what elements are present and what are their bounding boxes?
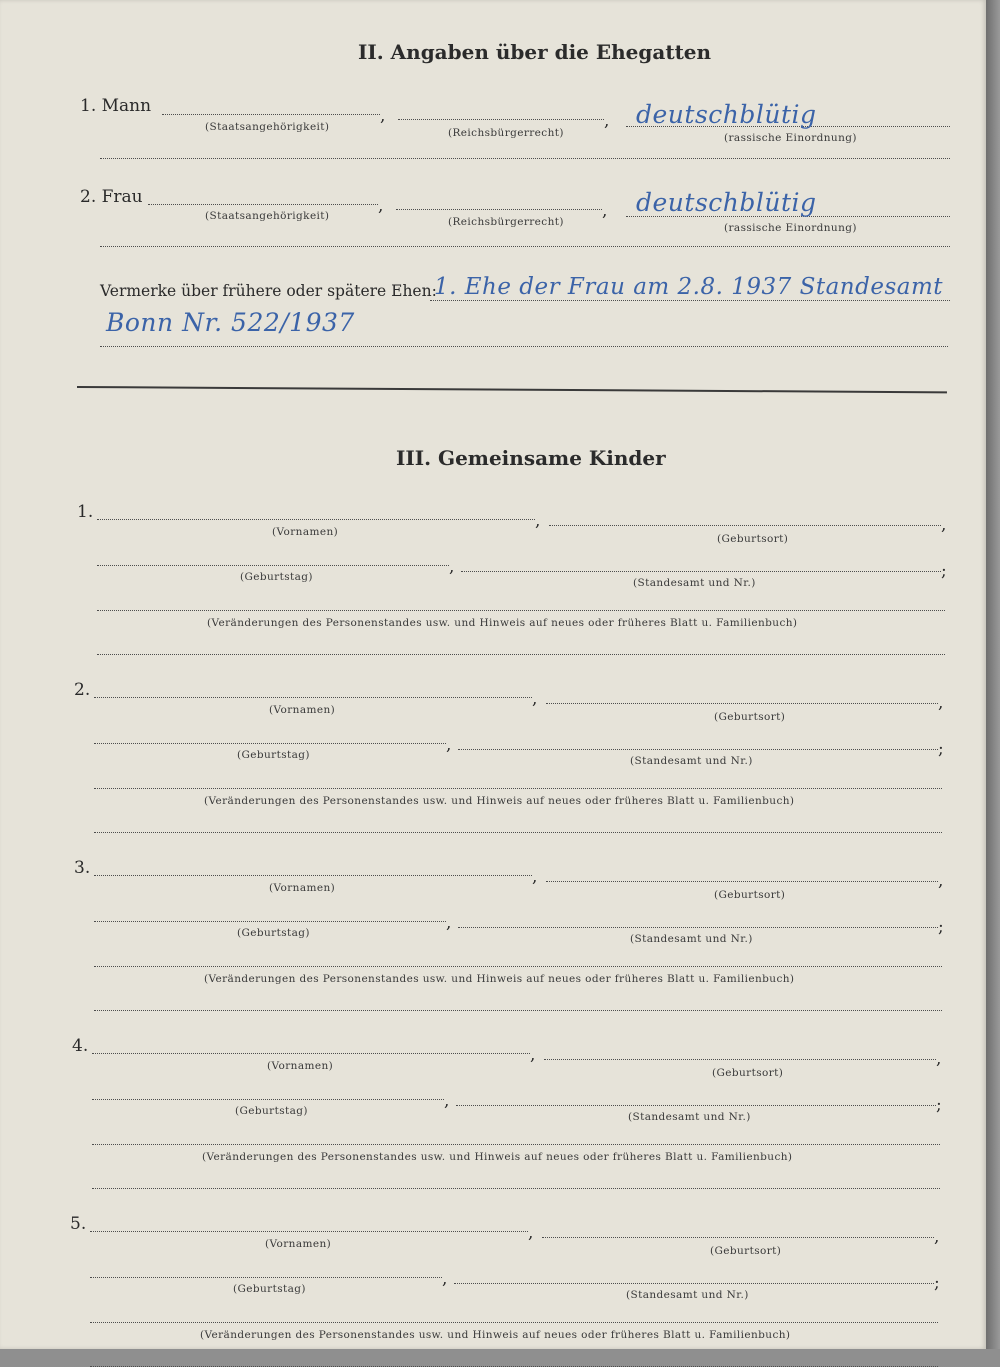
frau-reichsbuergerrecht-field[interactable] (396, 209, 602, 210)
comma: , (941, 515, 947, 535)
comma: , (530, 1045, 536, 1065)
mann-staatsangehoerigkeit-field[interactable] (162, 114, 380, 115)
standesamt-field[interactable] (456, 1105, 936, 1106)
comma: , (446, 913, 452, 933)
veraenderungen-extra-line[interactable] (97, 654, 945, 655)
geburtstag-field[interactable] (94, 921, 446, 922)
vornamen-caption: (Vornamen) (269, 704, 336, 716)
frau-extra-line[interactable] (100, 246, 950, 247)
vornamen-field[interactable] (92, 1053, 530, 1054)
standesamt-caption: (Standesamt und Nr.) (630, 755, 753, 767)
standesamt-field[interactable] (458, 927, 938, 928)
child-number: 1. (77, 502, 94, 522)
veraenderungen-caption: (Veränderungen des Personenstandes usw. und Hinweis auf neues oder früheres Blatt u. Familienbuch) (200, 1329, 791, 1341)
veraenderungen-field[interactable] (94, 788, 942, 789)
frau-rassisch-value: deutschblütig (636, 188, 817, 217)
geburtstag-field[interactable] (94, 743, 446, 744)
comma: , (449, 557, 455, 577)
mann-extra-line[interactable] (100, 158, 950, 159)
comma: , (532, 867, 538, 887)
semicolon: ; (938, 917, 944, 937)
page-edge (986, 0, 1000, 1349)
child-number: 5. (70, 1214, 87, 1234)
child-number: 4. (72, 1036, 89, 1056)
veraenderungen-field[interactable] (94, 966, 942, 967)
section-2-title: II. Angaben über die Ehegatten (358, 40, 712, 64)
geburtstag-caption: (Geburtstag) (240, 571, 313, 583)
geburtsort-caption: (Geburtsort) (710, 1245, 782, 1257)
frau-staatsangehoerigkeit-field[interactable] (148, 204, 378, 205)
standesamt-caption: (Standesamt und Nr.) (630, 933, 753, 945)
veraenderungen-extra-line[interactable] (94, 1010, 942, 1011)
geburtsort-field[interactable] (546, 703, 938, 704)
semicolon: ; (934, 1273, 940, 1293)
vornamen-field[interactable] (90, 1231, 528, 1232)
geburtstag-caption: (Geburtstag) (235, 1105, 308, 1117)
frau-rassisch-caption: (rassische Einordnung) (724, 222, 857, 234)
veraenderungen-caption: (Veränderungen des Personenstandes usw. und Hinweis auf neues oder früheres Blatt u. Familienbuch) (204, 973, 795, 985)
mann-rassisch-caption: (rassische Einordnung) (724, 132, 857, 144)
comma: , (934, 1227, 940, 1247)
geburtsort-field[interactable] (546, 881, 938, 882)
comma: , (444, 1091, 450, 1111)
geburtstag-caption: (Geburtstag) (237, 927, 310, 939)
vermerke-label: Vermerke über frühere oder spätere Ehen: (100, 282, 437, 300)
comma: , (938, 871, 944, 891)
vornamen-caption: (Vornamen) (267, 1060, 334, 1072)
child-number: 2. (74, 680, 91, 700)
standesamt-field[interactable] (454, 1283, 934, 1284)
comma: , (442, 1269, 448, 1289)
standesamt-caption: (Standesamt und Nr.) (626, 1289, 749, 1301)
frau-reichsbuergerrecht-caption: (Reichsbürgerrecht) (448, 216, 564, 228)
comma: , (936, 1049, 942, 1069)
mann-rassisch-value: deutschblütig (636, 100, 817, 129)
comma: , (446, 735, 452, 755)
section-divider (77, 386, 947, 393)
standesamt-caption: (Standesamt und Nr.) (633, 577, 756, 589)
geburtstag-caption: (Geburtstag) (233, 1283, 306, 1295)
geburtstag-field[interactable] (97, 565, 449, 566)
veraenderungen-caption: (Veränderungen des Personenstandes usw. und Hinweis auf neues oder früheres Blatt u. Familienbuch) (204, 795, 795, 807)
vornamen-field[interactable] (94, 875, 532, 876)
standesamt-field[interactable] (461, 571, 941, 572)
veraenderungen-caption: (Veränderungen des Personenstandes usw. und Hinweis auf neues oder früheres Blatt u. Familienbuch) (202, 1151, 793, 1163)
comma: , (532, 689, 538, 709)
comma: , (535, 511, 541, 531)
mann-reichsbuergerrecht-field[interactable] (398, 119, 604, 120)
frau-staatsangehoerigkeit-caption: (Staatsangehörigkeit) (205, 210, 330, 222)
veraenderungen-field[interactable] (97, 610, 945, 611)
veraenderungen-extra-line[interactable] (94, 832, 942, 833)
geburtsort-caption: (Geburtsort) (714, 889, 786, 901)
frau-label: 2. Frau (80, 187, 143, 207)
geburtstag-caption: (Geburtstag) (237, 749, 310, 761)
vermerke-value-1: 1. Ehe der Frau am 2.8. 1937 Standesamt (434, 274, 944, 300)
vornamen-field[interactable] (97, 519, 535, 520)
veraenderungen-caption: (Veränderungen des Personenstandes usw. und Hinweis auf neues oder früheres Blatt u. Familienbuch) (207, 617, 798, 629)
standesamt-caption: (Standesamt und Nr.) (628, 1111, 751, 1123)
mann-reichsbuergerrecht-caption: (Reichsbürgerrecht) (448, 127, 564, 139)
veraenderungen-extra-line[interactable] (92, 1188, 940, 1189)
vermerke-value-2: Bonn Nr. 522/1937 (106, 308, 355, 337)
section-3-title: III. Gemeinsame Kinder (396, 446, 666, 470)
geburtsort-caption: (Geburtsort) (714, 711, 786, 723)
geburtsort-caption: (Geburtsort) (717, 533, 789, 545)
comma: , (528, 1223, 534, 1243)
vermerke-line-1[interactable] (430, 300, 950, 301)
child-number: 3. (74, 858, 91, 878)
form-page: II. Angaben über die Ehegatten 1. Mann , (Staatsangehörigkeit) , (Reichsbürgerrecht) deutschblütig (rassische Einordnung) 2. Frau , (Staatsangehörigkeit) , (Reichsbürgerrecht) deutschblütig (rassische Einordnung) Vermerke über frühere oder spätere Ehen: 1. Ehe der Frau am 2.8. 1937 Standesamt Bonn Nr. 522/1937 III. Gemeinsame Kinder 1. , (Vornamen) , (Geburtsort) , (Geburtstag) ; (Standesamt und Nr.) (Veränderungen des Personenstandes usw. und Hinweis auf neues oder früheres Blatt u. Familienbuch) 2. , (Vornamen) , (Geburtsort) , (Geburtstag) ; (Standesamt und Nr.) (Veränderungen des Personenstandes usw. und Hinweis auf neues oder früheres Blatt u. Familienbuch) 3. , (Vornamen) , (Geburtsort) , (Geburtstag) ; (Standesamt und Nr.) (Veränderungen des Personenstandes usw. und Hinweis auf neues oder früheres Blatt u. Familienbuch) 4. , (Vornamen) , (Geburtsort) , (Geburtstag) ; (Standesamt und Nr.) (Veränderungen des Personenstandes usw. und Hinweis auf neues oder früheres Blatt u. Familienbuch) 5. , (Vornamen) , (Geburtsort) , (Geburtstag) ; (Standesamt und Nr.) (Veränderungen des Personenstandes usw. und Hinweis auf neues oder früheres Blatt u. Familienbuch) (0, 0, 986, 1349)
semicolon: ; (936, 1095, 942, 1115)
veraenderungen-field[interactable] (92, 1144, 940, 1145)
mann-label: 1. Mann (80, 96, 152, 116)
veraenderungen-field[interactable] (90, 1322, 938, 1323)
vornamen-caption: (Vornamen) (265, 1238, 332, 1250)
semicolon: ; (938, 739, 944, 759)
geburtsort-field[interactable] (542, 1237, 934, 1238)
mann-staatsangehoerigkeit-caption: (Staatsangehörigkeit) (205, 121, 330, 133)
geburtsort-field[interactable] (544, 1059, 936, 1060)
vornamen-caption: (Vornamen) (272, 526, 339, 538)
semicolon: ; (941, 561, 947, 581)
comma: , (938, 693, 944, 713)
geburtstag-field[interactable] (92, 1099, 444, 1100)
vornamen-caption: (Vornamen) (269, 882, 336, 894)
geburtstag-field[interactable] (90, 1277, 442, 1278)
vermerke-line-2[interactable] (100, 346, 948, 347)
vornamen-field[interactable] (94, 697, 532, 698)
geburtsort-caption: (Geburtsort) (712, 1067, 784, 1079)
standesamt-field[interactable] (458, 749, 938, 750)
geburtsort-field[interactable] (549, 525, 941, 526)
